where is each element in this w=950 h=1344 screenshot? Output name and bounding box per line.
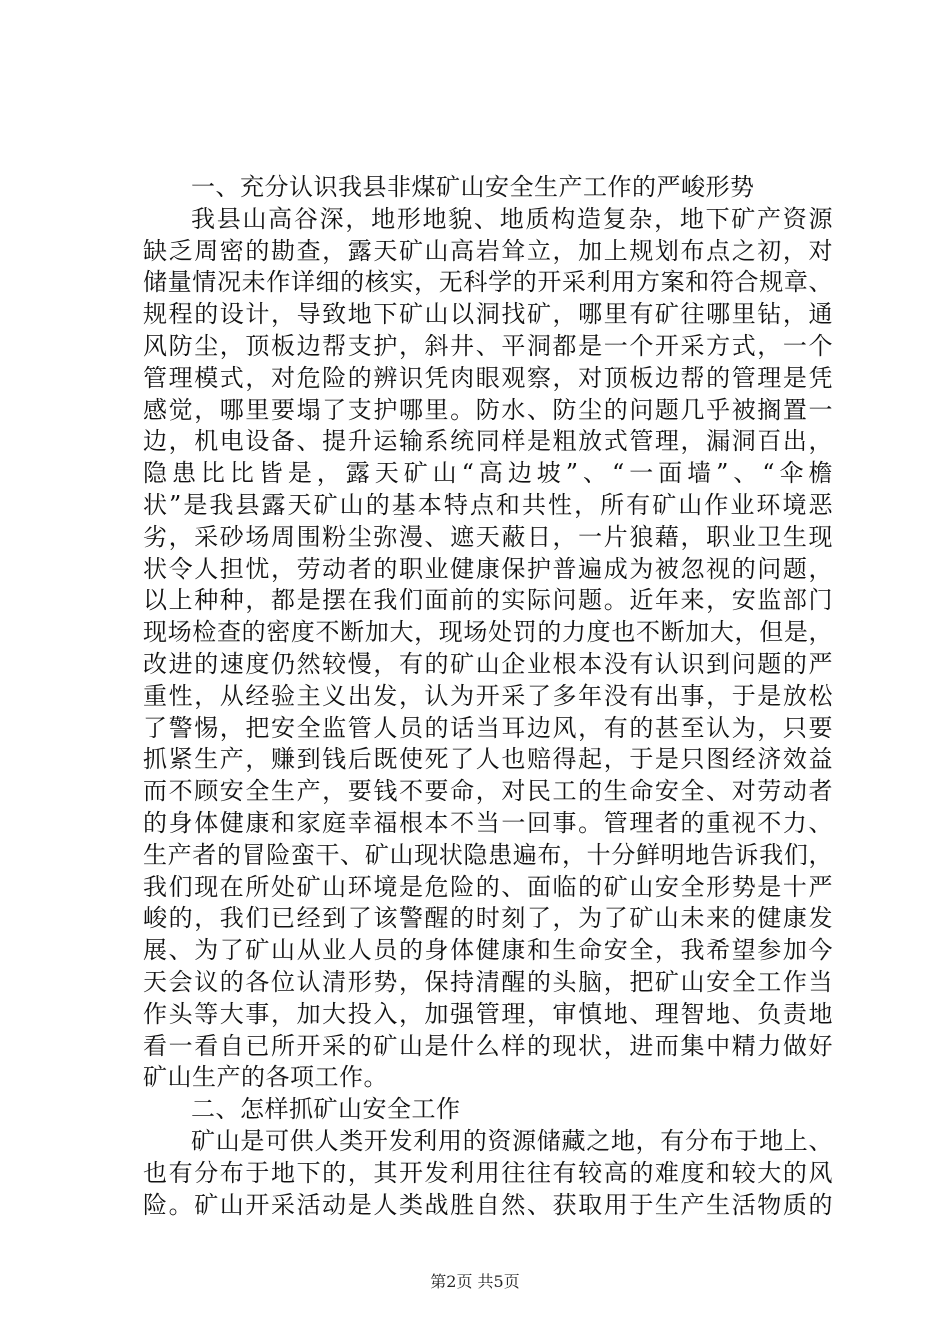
paragraph-line: 规程的设计，导致地下矿山以洞找矿，哪里有矿往哪里钻，通 — [143, 300, 833, 329]
paragraph-line: 以上种种，都是摆在我们面前的实际问题。近年来，安监部门 — [143, 586, 833, 615]
paragraph-line: 看一看自已所开采的矿山是什么样的现状，进而集中精力做好 — [143, 1031, 833, 1060]
paragraph-line: 峻的，我们已经到了该警醒的时刻了，为了矿山未来的健康发 — [143, 904, 833, 933]
paragraph-line: 感觉，哪里要塌了支护哪里。防水、防尘的问题几乎被搁置一 — [143, 395, 833, 424]
section-heading: 二、怎样抓矿山安全工作 — [191, 1095, 461, 1124]
paragraph-line: 状”是我县露天矿山的基本特点和共性，所有矿山作业环境恶 — [143, 490, 833, 519]
paragraph-line: 劣，采砂场周围粉尘弥漫、遮天蔽日，一片狼藉，职业卫生现 — [143, 522, 833, 551]
paragraph-line: 重性，从经验主义出发，认为开采了多年没有出事，于是放松 — [143, 681, 833, 710]
paragraph-line: 管理模式，对危险的辨识凭肉眼观察，对顶板边帮的管理是凭 — [143, 363, 833, 392]
paragraph-line: 生产者的冒险蛮干、矿山现状隐患遍布，十分鲜明地告诉我们， — [143, 840, 833, 869]
paragraph-line: 矿山是可供人类开发利用的资源储藏之地，有分布于地上、 — [191, 1126, 833, 1155]
paragraph-line: 现场检查的密度不断加大，现场处罚的力度也不断加大，但是， — [143, 618, 833, 647]
paragraph-line: 边，机电设备、提升运输系统同样是粗放式管理，漏洞百出， — [143, 427, 833, 456]
paragraph-line: 改进的速度仍然较慢，有的矿山企业根本没有认识到问题的严 — [143, 649, 833, 678]
paragraph-line: 天会议的各位认清形势，保持清醒的头脑，把矿山安全工作当 — [143, 967, 833, 996]
document-body — [143, 172, 833, 1221]
paragraph-line: 抓紧生产，赚到钱后既使死了人也赔得起，于是只图经济效益 — [143, 745, 833, 774]
paragraph-line: 隐患比比皆是，露天矿山“高边坡”、“一面墙”、“伞檐 — [143, 459, 833, 488]
paragraph-line: 缺乏周密的勘查，露天矿山高岩耸立，加上规划布点之初，对 — [143, 236, 833, 265]
paragraph-line: 作头等大事，加大投入，加强管理，审慎地、理智地、负责地 — [143, 999, 833, 1028]
paragraph-line: 矿山生产的各项工作。 — [143, 1063, 388, 1092]
paragraph-line: 我们现在所处矿山环境是危险的、面临的矿山安全形势是十严 — [143, 872, 833, 901]
paragraph-line: 展、为了矿山从业人员的身体健康和生命安全，我希望参加今 — [143, 936, 833, 965]
paragraph-line: 险。矿山开采活动是人类战胜自然、获取用于生产生活物质的 — [143, 1190, 833, 1219]
paragraph-line: 的身体健康和家庭幸福根本不当一回事。管理者的重视不力、 — [143, 808, 833, 837]
paragraph-line: 我县山高谷深，地形地貌、地质构造复杂，地下矿产资源 — [191, 204, 833, 233]
paragraph-line: 状令人担忧，劳动者的职业健康保护普遍成为被忽视的问题， — [143, 554, 833, 583]
paragraph-line: 储量情况未作详细的核实，无科学的开采利用方案和符合规章、 — [143, 268, 833, 297]
paragraph-line: 也有分布于地下的，其开发利用往往有较高的难度和较大的风 — [143, 1158, 833, 1187]
paragraph-line: 了警惕，把安全监管人员的话当耳边风，有的甚至认为，只要 — [143, 713, 833, 742]
section-heading: 一、充分认识我县非煤矿山安全生产工作的严峻形势 — [191, 173, 755, 201]
paragraph-line: 而不顾安全生产，要钱不要命，对民工的生命安全、对劳动者 — [143, 777, 833, 806]
paragraph-line: 风防尘，顶板边帮支护，斜井、平洞都是一个开采方式，一个 — [143, 331, 833, 360]
page-number-footer: 第2页 共5页 — [430, 1272, 520, 1291]
